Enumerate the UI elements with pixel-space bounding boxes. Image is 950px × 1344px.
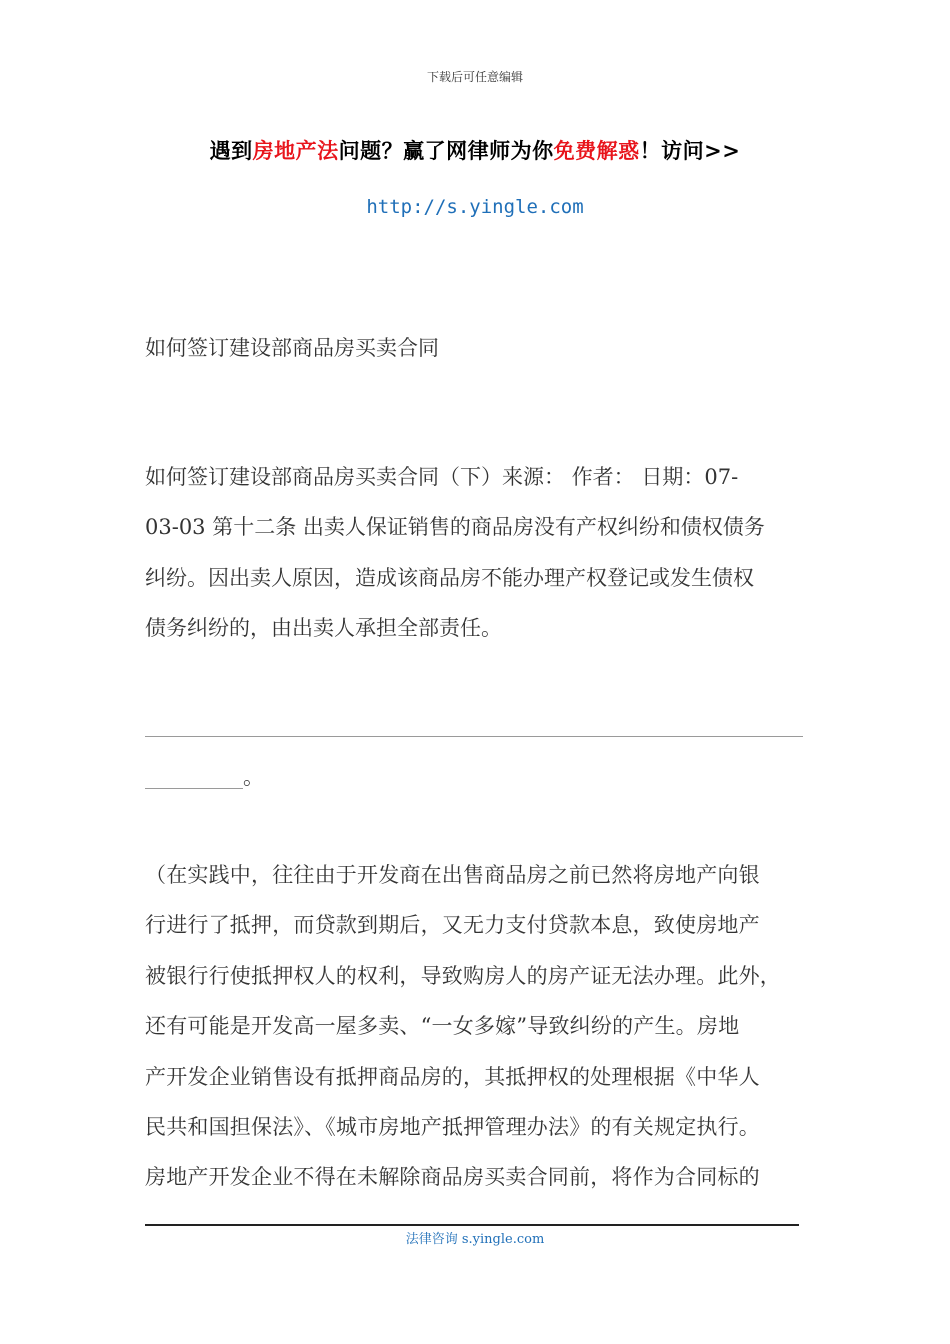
- document-title: 如何签订建设部商品房买卖合同: [145, 336, 439, 360]
- paragraph-line: 03-03 第十二条 出卖人保证销售的商品房没有产权纠纷和债权债务: [145, 515, 765, 540]
- paragraph-line: 还有可能是开发高一屋多卖、“一女多嫁”导致纠纷的产生。房地: [145, 1014, 740, 1039]
- paragraph-line: （在实践中，往往由于开发商在出售商品房之前已然将房地产向银: [145, 863, 760, 887]
- paragraph-line: 产开发企业销售设有抵押商品房的，其抵押权的处理根据《中华人: [145, 1064, 760, 1089]
- paragraph-line: 债务纠纷的，由出卖人承担全部责任。: [145, 616, 502, 641]
- paragraph-line: 纠纷。因出卖人原因，造成该商品房不能办理产权登记或发生债权: [145, 565, 754, 590]
- paragraph-2: [145, 850, 805, 1203]
- ad-url-link[interactable]: http://s.yingle.com: [366, 196, 584, 218]
- ad-banner[interactable]: [0, 135, 950, 165]
- fill-in-blank-tail: [145, 765, 264, 789]
- blank-suffix: 。: [243, 765, 264, 789]
- fill-in-blank-line: [145, 736, 803, 737]
- paragraph-line: 民共和国担保法》、《城市房地产抵押管理办法》的有关规定执行。: [145, 1115, 760, 1140]
- footer-divider: [145, 1224, 799, 1226]
- paragraph-line: 被银行行使抵押权人的权利，导致购房人的房产证无法办理。此外，: [145, 963, 781, 988]
- ad-text-1: 遇到: [209, 138, 253, 163]
- ad-text-3: ！访问>>: [639, 138, 741, 163]
- paragraph-line: 如何签订建设部商品房买卖合同（下）来源： 作者： 日期：07-: [145, 465, 739, 489]
- ad-text-2: 问题？赢了网律师为你: [338, 138, 554, 163]
- ad-highlight-topic: 房地产法: [252, 138, 339, 163]
- footer-link[interactable]: 法律咨询 s.yingle.com: [405, 1232, 545, 1247]
- fill-in-blank-underscore: [145, 768, 243, 789]
- ad-highlight-free: 免费解惑: [553, 138, 640, 163]
- header-note: 下载后可任意编辑: [426, 70, 523, 84]
- paragraph-line: 房地产开发企业不得在未解除商品房买卖合同前，将作为合同标的: [145, 1165, 760, 1190]
- paragraph-1: [145, 452, 805, 654]
- paragraph-line: 行进行了抵押，而贷款到期后，又无力支付贷款本息，致使房地产: [145, 913, 760, 938]
